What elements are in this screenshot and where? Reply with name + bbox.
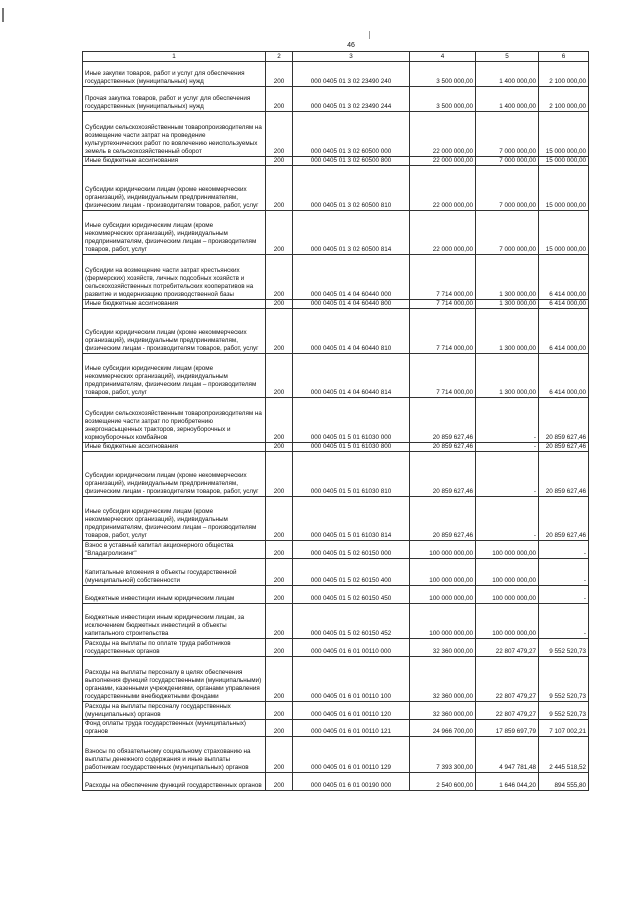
- row-code-cell: 200: [266, 166, 293, 211]
- table-row: [83, 62, 589, 87]
- row-code-cell: 200: [266, 398, 293, 443]
- table-row: [83, 559, 589, 586]
- row-code-cell: 200: [266, 586, 293, 604]
- row-approved-amount-cell: 3 500 000,00: [410, 87, 476, 112]
- row-approved-amount-cell: 7 714 000,00: [410, 300, 476, 309]
- row-approved-amount-cell: 32 360 000,00: [410, 702, 476, 720]
- row-budget-code-cell: 000 0405 01 6 01 00190 000: [293, 773, 410, 791]
- table-row: [83, 737, 589, 773]
- row-name-cell: Расходы на обеспечение функций государственных органов: [83, 773, 266, 791]
- row-name-cell: Иные субсидии юридическим лицам (кроме некоммерческих организаций), индивидуальным предпринимателям, физическим лицам – производителям товаров, работ, услуг: [83, 354, 266, 398]
- row-budget-code-cell: 000 0405 01 6 01 00110 121: [293, 720, 410, 737]
- row-approved-amount-cell: 100 000 000,00: [410, 586, 476, 604]
- row-approved-amount-cell: 20 859 627,46: [410, 452, 476, 497]
- row-name-cell: Фонд оплаты труда государственных (муниципальных) органов: [83, 720, 266, 737]
- row-executed-amount-cell: 1 400 000,00: [476, 87, 539, 112]
- row-name-cell: Субсидии на возмещение части затрат крестьянских (фермерских) хозяйств, личных подсобных хозяйств и сельскохозяйственных потребительских кооперативов на развитие и модернизацию производственной базы: [83, 255, 266, 300]
- row-budget-code-cell: 000 0405 01 3 02 60500 800: [293, 157, 410, 166]
- row-approved-amount-cell: 32 360 000,00: [410, 639, 476, 657]
- row-remaining-amount-cell: 2 100 000,00: [539, 87, 589, 112]
- row-executed-amount-cell: 22 807 479,27: [476, 639, 539, 657]
- column-header: 3: [293, 52, 410, 62]
- row-approved-amount-cell: 7 393 300,00: [410, 737, 476, 773]
- row-remaining-amount-cell: 6 414 000,00: [539, 300, 589, 309]
- row-remaining-amount-cell: 6 414 000,00: [539, 309, 589, 354]
- row-name-cell: Расходы на выплаты по оплате труда работников государственных органов: [83, 639, 266, 657]
- row-approved-amount-cell: 20 859 627,46: [410, 497, 476, 541]
- row-approved-amount-cell: 24 966 700,00: [410, 720, 476, 737]
- table-body: [83, 62, 589, 791]
- row-name-cell: Субсидии юридическим лицам (кроме некоммерческих организаций), индивидуальным предпринимателям, физическим лицам - производителям товаров, работ, услуг: [83, 166, 266, 211]
- row-approved-amount-cell: 100 000 000,00: [410, 541, 476, 559]
- table-row: [83, 112, 589, 157]
- row-executed-amount-cell: 7 000 000,00: [476, 112, 539, 157]
- table-row: [83, 398, 589, 443]
- row-executed-amount-cell: 1 300 000,00: [476, 309, 539, 354]
- row-approved-amount-cell: 20 859 627,46: [410, 398, 476, 443]
- scan-artifact: [2, 8, 4, 22]
- row-approved-amount-cell: 20 859 627,46: [410, 443, 476, 452]
- row-code-cell: 200: [266, 112, 293, 157]
- row-remaining-amount-cell: 20 859 627,46: [539, 443, 589, 452]
- row-executed-amount-cell: 100 000 000,00: [476, 604, 539, 639]
- row-code-cell: 200: [266, 255, 293, 300]
- row-executed-amount-cell: 7 000 000,00: [476, 211, 539, 255]
- row-name-cell: Иные бюджетные ассигнования: [83, 300, 266, 309]
- row-name-cell: Прочая закупка товаров, работ и услуг для обеспечения государственных (муниципальных) нужд: [83, 87, 266, 112]
- table-row: [83, 639, 589, 657]
- row-name-cell: Расходы на выплаты персоналу государственных (муниципальных) органов: [83, 702, 266, 720]
- row-code-cell: 200: [266, 87, 293, 112]
- row-name-cell: Иные бюджетные ассигнования: [83, 157, 266, 166]
- row-remaining-amount-cell: 2 445 518,52: [539, 737, 589, 773]
- row-approved-amount-cell: 100 000 000,00: [410, 604, 476, 639]
- column-header: 2: [266, 52, 293, 62]
- table-row: [83, 657, 589, 702]
- row-executed-amount-cell: 1 300 000,00: [476, 300, 539, 309]
- row-code-cell: 200: [266, 62, 293, 87]
- row-budget-code-cell: 000 0405 01 5 01 61030 810: [293, 452, 410, 497]
- table-row: [83, 586, 589, 604]
- table-row: [83, 255, 589, 300]
- row-code-cell: 200: [266, 702, 293, 720]
- row-approved-amount-cell: 7 714 000,00: [410, 354, 476, 398]
- row-remaining-amount-cell: 20 859 627,46: [539, 398, 589, 443]
- table-header-row: [83, 52, 589, 62]
- column-header: 4: [410, 52, 476, 62]
- row-code-cell: 200: [266, 541, 293, 559]
- row-budget-code-cell: 000 0405 01 6 01 00110 100: [293, 657, 410, 702]
- row-executed-amount-cell: -: [476, 452, 539, 497]
- row-remaining-amount-cell: 15 000 000,00: [539, 112, 589, 157]
- row-name-cell: Бюджетные инвестиции иным юридическим лицам: [83, 586, 266, 604]
- table-row: [83, 541, 589, 559]
- row-code-cell: 200: [266, 720, 293, 737]
- row-budget-code-cell: 000 0405 01 5 01 61030 814: [293, 497, 410, 541]
- row-approved-amount-cell: 22 000 000,00: [410, 211, 476, 255]
- row-approved-amount-cell: 3 500 000,00: [410, 62, 476, 87]
- budget-table: [82, 51, 589, 791]
- row-budget-code-cell: 000 0405 01 5 02 60150 452: [293, 604, 410, 639]
- table-row: [83, 166, 589, 211]
- row-budget-code-cell: 000 0405 01 5 01 61030 800: [293, 443, 410, 452]
- row-approved-amount-cell: 100 000 000,00: [410, 559, 476, 586]
- row-executed-amount-cell: 22 807 479,27: [476, 657, 539, 702]
- table-row: [83, 497, 589, 541]
- row-budget-code-cell: 000 0405 01 4 04 60440 800: [293, 300, 410, 309]
- row-executed-amount-cell: 7 000 000,00: [476, 157, 539, 166]
- row-remaining-amount-cell: 9 552 520,73: [539, 657, 589, 702]
- row-remaining-amount-cell: 15 000 000,00: [539, 157, 589, 166]
- row-name-cell: Иные субсидии юридическим лицам (кроме некоммерческих организаций), индивидуальным предпринимателям, физическим лицам – производителям товаров, работ, услуг: [83, 497, 266, 541]
- table-row: [83, 720, 589, 737]
- row-code-cell: 200: [266, 300, 293, 309]
- row-executed-amount-cell: 100 000 000,00: [476, 541, 539, 559]
- row-approved-amount-cell: 7 714 000,00: [410, 255, 476, 300]
- row-remaining-amount-cell: 20 859 627,46: [539, 497, 589, 541]
- table-row: [83, 443, 589, 452]
- row-code-cell: 200: [266, 211, 293, 255]
- row-remaining-amount-cell: -: [539, 559, 589, 586]
- row-budget-code-cell: 000 0405 01 5 02 60150 000: [293, 541, 410, 559]
- column-header: 1: [83, 52, 266, 62]
- row-remaining-amount-cell: 6 414 000,00: [539, 255, 589, 300]
- row-code-cell: 200: [266, 443, 293, 452]
- row-code-cell: 200: [266, 452, 293, 497]
- row-executed-amount-cell: 1 300 000,00: [476, 354, 539, 398]
- row-approved-amount-cell: 7 714 000,00: [410, 309, 476, 354]
- row-name-cell: Взнос в уставный капитал акционерного общества "Владагролизинг": [83, 541, 266, 559]
- row-remaining-amount-cell: 15 000 000,00: [539, 166, 589, 211]
- row-executed-amount-cell: -: [476, 443, 539, 452]
- row-code-cell: 200: [266, 559, 293, 586]
- row-remaining-amount-cell: 7 107 002,21: [539, 720, 589, 737]
- row-code-cell: 200: [266, 309, 293, 354]
- row-executed-amount-cell: 7 000 000,00: [476, 166, 539, 211]
- table-row: [83, 604, 589, 639]
- scan-artifact: [369, 31, 370, 39]
- table-row: [83, 773, 589, 791]
- row-executed-amount-cell: 22 807 479,27: [476, 702, 539, 720]
- row-name-cell: Субсидии сельскохозяйственным товаропроизводителям на возмещение части затрат по приобретению энергонасыщенных тракторов, зерноуборочных и кормоуборочных комбайнов: [83, 398, 266, 443]
- row-executed-amount-cell: -: [476, 398, 539, 443]
- row-code-cell: 200: [266, 604, 293, 639]
- row-budget-code-cell: 000 0405 01 5 02 60150 450: [293, 586, 410, 604]
- row-executed-amount-cell: 1 646 044,20: [476, 773, 539, 791]
- table-row: [83, 309, 589, 354]
- row-remaining-amount-cell: 9 552 520,73: [539, 702, 589, 720]
- row-remaining-amount-cell: -: [539, 541, 589, 559]
- row-name-cell: Взносы по обязательному социальному страхованию на выплаты денежного содержания и иные выплаты работникам государственных (муниципальных) органов: [83, 737, 266, 773]
- row-budget-code-cell: 000 0405 01 4 04 60440 810: [293, 309, 410, 354]
- row-executed-amount-cell: 1 400 000,00: [476, 62, 539, 87]
- table-row: [83, 702, 589, 720]
- row-budget-code-cell: 000 0405 01 6 01 00110 000: [293, 639, 410, 657]
- row-approved-amount-cell: 32 360 000,00: [410, 657, 476, 702]
- page-number: 46: [347, 42, 355, 49]
- row-name-cell: Иные закупки товаров, работ и услуг для обеспечения государственных (муниципальных) нужд: [83, 62, 266, 87]
- row-name-cell: Бюджетные инвестиции иным юридическим лицам, за исключением бюджетных инвестиций в объекты капитального строительства: [83, 604, 266, 639]
- row-remaining-amount-cell: 9 552 520,73: [539, 639, 589, 657]
- row-name-cell: Иные субсидии юридическим лицам (кроме некоммерческих организаций), индивидуальным предпринимателям, физическим лицам – производителям товаров, работ, услуг: [83, 211, 266, 255]
- row-approved-amount-cell: 22 000 000,00: [410, 166, 476, 211]
- row-budget-code-cell: 000 0405 01 5 01 61030 000: [293, 398, 410, 443]
- row-budget-code-cell: 000 0405 01 5 02 60150 400: [293, 559, 410, 586]
- row-approved-amount-cell: 22 000 000,00: [410, 112, 476, 157]
- row-name-cell: Капитальные вложения в объекты государственной (муниципальной) собственности: [83, 559, 266, 586]
- row-remaining-amount-cell: 894 555,80: [539, 773, 589, 791]
- row-remaining-amount-cell: -: [539, 586, 589, 604]
- row-remaining-amount-cell: 15 000 000,00: [539, 211, 589, 255]
- row-name-cell: Иные бюджетные ассигнования: [83, 443, 266, 452]
- row-budget-code-cell: 000 0405 01 3 02 60500 814: [293, 211, 410, 255]
- row-budget-code-cell: 000 0405 01 3 02 23490 240: [293, 62, 410, 87]
- table-row: [83, 300, 589, 309]
- row-code-cell: 200: [266, 657, 293, 702]
- row-remaining-amount-cell: 6 414 000,00: [539, 354, 589, 398]
- row-approved-amount-cell: 22 000 000,00: [410, 157, 476, 166]
- row-name-cell: Расходы на выплаты персоналу в целях обеспечения выполнения функций государственными (муниципальными) органами, казенными учреждениями, органами управления государственными внебюджетными фондами: [83, 657, 266, 702]
- table-row: [83, 452, 589, 497]
- row-budget-code-cell: 000 0405 01 6 01 00110 120: [293, 702, 410, 720]
- row-executed-amount-cell: 100 000 000,00: [476, 586, 539, 604]
- row-name-cell: Субсидии юридическим лицам (кроме некоммерческих организаций), индивидуальным предпринимателям, физическим лицам - производителям товаров, работ, услуг: [83, 452, 266, 497]
- row-remaining-amount-cell: 2 100 000,00: [539, 62, 589, 87]
- table-row: [83, 87, 589, 112]
- row-name-cell: Субсидии юридическим лицам (кроме некоммерческих организаций), индивидуальным предпринимателям, физическим лицам - производителям товаров, работ, услуг: [83, 309, 266, 354]
- row-executed-amount-cell: 17 859 697,79: [476, 720, 539, 737]
- table-row: [83, 354, 589, 398]
- row-code-cell: 200: [266, 773, 293, 791]
- row-executed-amount-cell: 4 947 781,48: [476, 737, 539, 773]
- row-approved-amount-cell: 2 540 600,00: [410, 773, 476, 791]
- row-budget-code-cell: 000 0405 01 3 02 60500 810: [293, 166, 410, 211]
- row-code-cell: 200: [266, 737, 293, 773]
- row-budget-code-cell: 000 0405 01 4 04 60440 000: [293, 255, 410, 300]
- row-code-cell: 200: [266, 354, 293, 398]
- row-budget-code-cell: 000 0405 01 6 01 00110 129: [293, 737, 410, 773]
- row-executed-amount-cell: 1 300 000,00: [476, 255, 539, 300]
- row-budget-code-cell: 000 0405 01 3 02 23490 244: [293, 87, 410, 112]
- row-executed-amount-cell: -: [476, 497, 539, 541]
- table-row: [83, 211, 589, 255]
- row-remaining-amount-cell: 20 859 627,46: [539, 452, 589, 497]
- row-name-cell: Субсидии сельскохозяйственным товаропроизводителям на возмещение части затрат на проведение культуртехнических работ по вовлечению неиспользуемых земель в сельскохозяйственный оборот: [83, 112, 266, 157]
- column-header: 5: [476, 52, 539, 62]
- row-code-cell: 200: [266, 497, 293, 541]
- row-executed-amount-cell: 100 000 000,00: [476, 559, 539, 586]
- row-budget-code-cell: 000 0405 01 3 02 60500 000: [293, 112, 410, 157]
- row-code-cell: 200: [266, 157, 293, 166]
- table-row: [83, 157, 589, 166]
- row-remaining-amount-cell: -: [539, 604, 589, 639]
- row-code-cell: 200: [266, 639, 293, 657]
- row-budget-code-cell: 000 0405 01 4 04 60440 814: [293, 354, 410, 398]
- column-header: 6: [539, 52, 589, 62]
